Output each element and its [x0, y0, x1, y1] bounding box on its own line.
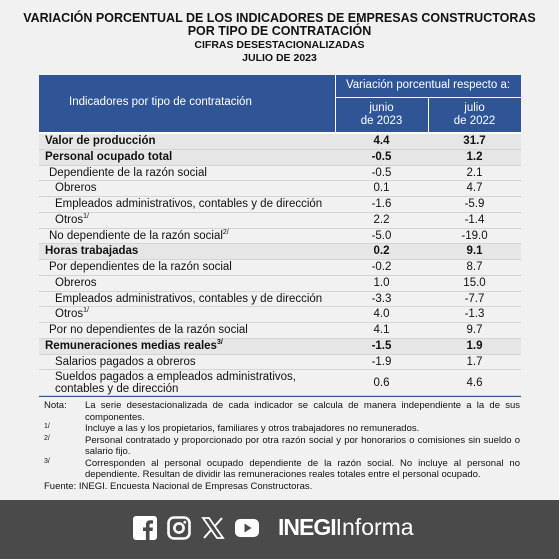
row-label-text: Otros [55, 308, 84, 321]
footer-bar [0, 500, 559, 559]
footnote-marker: 1/ [83, 307, 89, 315]
value-july-2022: 8.7 [466, 261, 483, 273]
x-icon[interactable] [201, 516, 225, 540]
value-june-2023: 1.0 [373, 276, 390, 289]
table-row [39, 355, 521, 371]
inegi-informa-logo [278, 514, 414, 541]
value-july-2022: 9.7 [466, 324, 483, 336]
footnotes [44, 400, 520, 492]
value-june-2023: 4.4 [373, 135, 390, 147]
row-label: Valor de producción [45, 135, 156, 147]
brand-light: Informa [335, 514, 414, 540]
table-row [39, 292, 521, 308]
column-june-2023 [335, 102, 428, 127]
value-july-2022: 31.7 [463, 135, 486, 147]
value-july-2022: 15.0 [463, 276, 486, 289]
column-july-2022 [428, 102, 521, 127]
value-july-2022: 9.1 [466, 245, 483, 258]
note-key: 2/ [44, 434, 50, 442]
value-june-2023: 4.1 [373, 324, 390, 336]
row-label [55, 371, 296, 395]
value-july-2022: 2.1 [466, 166, 483, 179]
report-header [0, 12, 559, 65]
value-june-2023: 4.0 [373, 308, 390, 321]
table-row [39, 150, 521, 166]
table-row [39, 197, 521, 213]
col2-line2: de 2022 [453, 114, 496, 127]
value-june-2023: 0.6 [373, 377, 390, 390]
row-label [49, 229, 229, 245]
value-june-2023: -3.3 [371, 292, 392, 305]
footnote-marker: 2/ [222, 228, 229, 236]
row-label-text: No dependiente de la razón social [49, 229, 223, 242]
variation-group-header: Variación porcentual respecto a: [345, 79, 511, 91]
table-row [39, 213, 521, 229]
table-body [39, 134, 521, 397]
col1-line2: de 2023 [360, 114, 403, 127]
note-key: 3/ [44, 457, 50, 465]
row-label: Dependiente de la razón social [49, 166, 207, 179]
indicators-table [39, 75, 521, 397]
value-june-2023: 0.2 [373, 245, 390, 258]
row-label-text: Remuneraciones medias reales [45, 339, 217, 352]
value-july-2022: 1.2 [466, 150, 483, 163]
value-june-2023: -5.0 [371, 229, 392, 242]
col2-line1: julio [464, 102, 485, 114]
note-key: 1/ [44, 423, 50, 430]
table-row [39, 244, 521, 260]
value-june-2023: 0.1 [373, 182, 390, 195]
value-june-2023: -0.5 [371, 150, 392, 163]
value-june-2023: -1.5 [371, 339, 392, 352]
note-2 [44, 435, 520, 458]
footnote-marker: 3/ [216, 338, 223, 346]
instagram-icon[interactable] [167, 516, 191, 540]
value-july-2022: -19.0 [461, 229, 488, 242]
value-july-2022: -5.9 [464, 198, 485, 210]
table-row [39, 260, 521, 276]
value-july-2022: -1.4 [464, 213, 485, 226]
note-text: Personal contratado y proporcionado por otra razón social y por honorarios o comisiones sin sueldo o salario fijo. [85, 434, 520, 457]
table-row [39, 339, 521, 355]
col1-line1: junio [369, 102, 394, 114]
row-label: Obreros [55, 276, 97, 289]
table-row [39, 323, 521, 339]
value-june-2023: -1.9 [371, 355, 392, 368]
note-general [44, 400, 520, 423]
row-label-line1: Sueldos pagados a empleados administrativos, [55, 371, 297, 384]
row-label-text: Otros [55, 213, 84, 226]
value-july-2022: 1.9 [466, 339, 483, 352]
note-1 [44, 423, 520, 435]
title-line-2: POR TIPO DE CONTRATACIÓN [187, 24, 372, 38]
row-label [45, 339, 223, 355]
note-key: Nota: [44, 400, 67, 411]
row-label: Empleados administrativos, contables y de dirección [55, 198, 323, 210]
facebook-icon[interactable] [133, 516, 157, 540]
table-header [39, 75, 521, 134]
note-text: Incluye a las y los propietarios, familiares y otros trabajadores no remunerados. [85, 423, 420, 434]
value-july-2022: -7.7 [464, 292, 485, 305]
table-row [39, 134, 521, 150]
row-label: Personal ocupado total [45, 150, 173, 163]
note-3 [44, 458, 520, 481]
row-label [55, 307, 89, 323]
value-july-2022: 4.7 [466, 182, 483, 195]
indicator-column-header: Indicadores por tipo de contratación [69, 96, 252, 108]
table-row [39, 276, 521, 292]
value-june-2023: -0.5 [371, 166, 392, 179]
row-label: Por no dependientes de la razón social [49, 324, 248, 336]
table-row [39, 181, 521, 197]
value-june-2023: -0.2 [371, 261, 392, 273]
row-label: Empleados administrativos, contables y de dirección [55, 292, 323, 305]
value-june-2023: 2.2 [373, 213, 390, 226]
row-label: Salarios pagados a obreros [55, 355, 196, 368]
value-june-2023: -1.6 [371, 198, 392, 210]
social-icons [133, 516, 259, 540]
table-row [39, 307, 521, 323]
row-label-line2: contables y de dirección [55, 383, 179, 396]
table-row [39, 166, 521, 182]
footnote-marker: 1/ [83, 212, 89, 220]
title-line-1: VARIACIÓN PORCENTUAL DE LOS INDICADORES DE EMPRESAS CONSTRUCTORAS [23, 11, 536, 25]
note-text: Corresponden al personal ocupado dependiente de la razón social. No incluye al personal no dependiente. Resultan de dividir las remuneraciones reales totales entre el personal ocupado. [85, 457, 520, 480]
subtitle: CIFRAS DESESTACIONALIZADAS [194, 39, 365, 51]
row-label [55, 213, 89, 229]
youtube-icon[interactable] [235, 516, 259, 540]
period: JULIO DE 2023 [242, 52, 317, 64]
value-july-2022: 1.7 [466, 355, 483, 368]
table-row [39, 370, 521, 396]
row-label: Obreros [55, 182, 97, 195]
value-july-2022: -1.3 [464, 308, 485, 321]
row-label: Horas trabajadas [45, 245, 139, 258]
value-july-2022: 4.6 [466, 377, 483, 390]
row-label: Por dependientes de la razón social [49, 261, 232, 273]
note-text: La serie desestacionalizada de cada indicador se calcula de manera independiente a la de sus componentes. [85, 400, 520, 423]
source-note: Fuente: INEGI. Encuesta Nacional de Empresas Constructoras. [44, 480, 313, 492]
table-row [39, 229, 521, 245]
brand-bold: INEGI [278, 514, 336, 540]
